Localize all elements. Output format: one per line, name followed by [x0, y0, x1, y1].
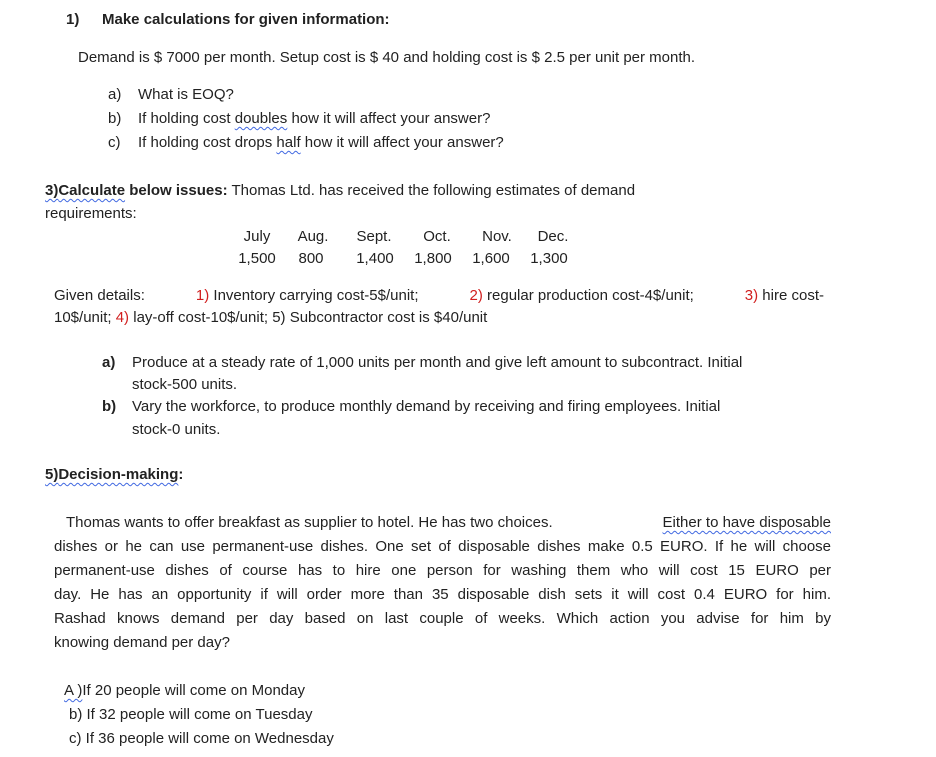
option-label: b)	[102, 398, 117, 415]
q1-item-b	[108, 110, 490, 127]
q3-intro-line2: requirements:	[45, 205, 137, 222]
item-label: c)	[108, 134, 121, 151]
option-b-line2: stock-0 units.	[132, 421, 221, 438]
q1-item-a	[108, 86, 234, 103]
paragraph-line: dishes or he can use permanent-use dishes. One set of disposable dishes make 0.5 EURO. If he will choose	[54, 538, 831, 555]
paragraph-line: permanent-use dishes of course has to hire one person for washing them who will cost 15 EURO per	[54, 562, 831, 579]
paragraph-line: knowing demand per day?	[54, 634, 230, 651]
demand-value: 800	[298, 250, 324, 267]
item-text: how it will affect your answer?	[287, 110, 491, 127]
q1-statement: Demand is $ 7000 per month. Setup cost is $ 40 and holding cost is $ 2.5 per unit per month.	[78, 49, 696, 66]
q5-heading-colon: :	[178, 466, 184, 483]
paragraph-line: day. He has an opportunity if will order more than 35 disposable dish sets it will cost 0.4 EURO for him.	[54, 586, 831, 603]
q3-intro	[45, 182, 635, 199]
demand-value: 1,600	[472, 250, 510, 267]
option-label: a)	[102, 354, 116, 371]
item-text: If holding cost	[138, 110, 235, 127]
given-text: 10$/unit;	[54, 309, 116, 326]
q1-number: 1)	[66, 11, 80, 28]
month-header: Dec.	[537, 228, 569, 245]
month-header: Nov.	[482, 228, 512, 245]
item-label: a)	[108, 86, 122, 103]
paragraph-line: Rashad knows demand per day based on last couple of weeks. Which action you advise for him by	[54, 610, 831, 627]
q5-heading-word: Decision-making	[58, 466, 179, 483]
q1-item-c	[108, 134, 504, 151]
month-header: Aug.	[297, 228, 329, 245]
case-a	[64, 682, 305, 699]
spellcheck-word: doubles	[234, 110, 288, 127]
demand-value: 1,500	[238, 250, 276, 267]
given-text: hire cost-	[758, 287, 824, 304]
q5-heading	[45, 466, 183, 483]
q3-number: 3)	[45, 182, 59, 199]
given-number: 2)	[469, 287, 483, 304]
q3-heading: below issues:	[125, 182, 228, 199]
case-b: b) If 32 people will come on Tuesday	[69, 706, 313, 723]
option-a-line1: Produce at a steady rate of 1,000 units per month and give left amount to subcontract. Initial	[132, 354, 743, 371]
item-text: how it will affect your answer?	[300, 134, 504, 151]
q1-heading: Make calculations for given information:	[102, 11, 390, 28]
q3-given-line1	[54, 287, 824, 304]
given-number: 1)	[195, 287, 210, 304]
case-label: A )	[64, 682, 83, 699]
q3-intro-text: Thomas Ltd. has received the following estimates of demand	[227, 182, 636, 199]
given-number: 4)	[115, 309, 130, 326]
option-a-line2: stock-500 units.	[132, 376, 238, 393]
month-header: July	[243, 228, 271, 245]
given-text: lay-off cost-10$/unit; 5) Subcontractor cost is $40/unit	[129, 309, 488, 326]
month-header: Sept.	[356, 228, 392, 245]
given-text: Inventory carrying cost-5$/unit;	[209, 287, 419, 304]
given-text: regular production cost-4$/unit;	[482, 287, 694, 304]
month-header: Oct.	[423, 228, 451, 245]
case-text: If 20 people will come on Monday	[82, 682, 305, 699]
demand-value: 1,800	[414, 250, 452, 267]
demand-value: 1,400	[356, 250, 394, 267]
case-c: c) If 36 people will come on Wednesday	[69, 730, 334, 747]
given-prefix: Given details:	[54, 287, 145, 304]
q5-number: 5)	[45, 466, 59, 483]
item-label: b)	[108, 110, 122, 127]
spellcheck-phrase: Either to have disposable	[662, 514, 831, 531]
paragraph-line	[66, 514, 831, 531]
q3-given-line2	[54, 309, 487, 326]
demand-value: 1,300	[530, 250, 568, 267]
q3-heading-word: Calculate	[58, 182, 126, 199]
spellcheck-word: half	[276, 134, 301, 151]
item-text: If holding cost drops	[138, 134, 277, 151]
given-number: 3)	[744, 287, 759, 304]
paragraph-text: Thomas wants to offer breakfast as supplier to hotel. He has two choices.	[66, 514, 553, 531]
option-b-line1: Vary the workforce, to produce monthly demand by receiving and firing employees. Initial	[132, 398, 721, 415]
item-text: What is EOQ?	[138, 86, 234, 103]
